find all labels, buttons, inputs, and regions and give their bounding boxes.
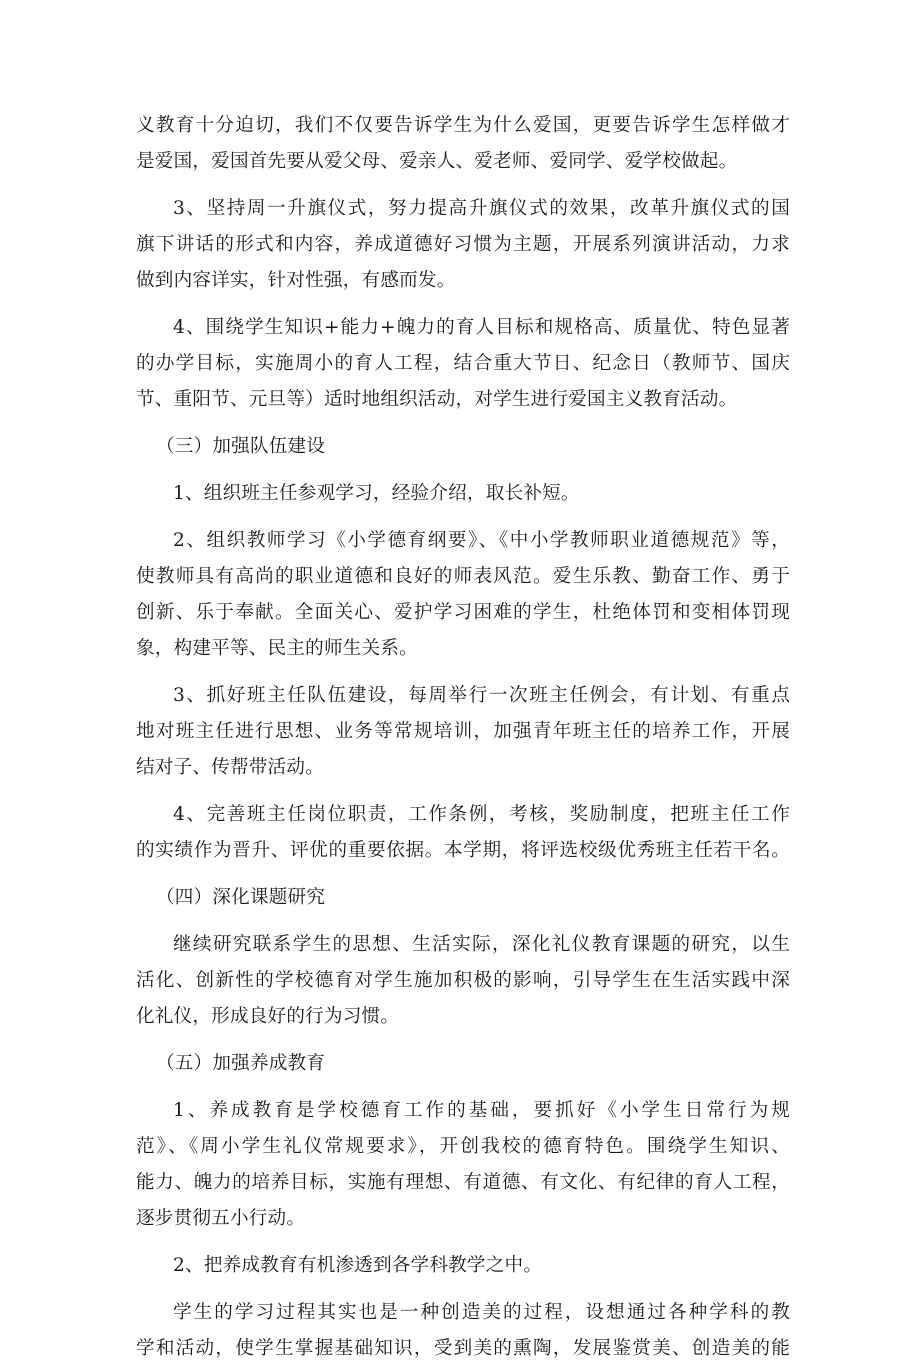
text-line: 逐步贯彻五小行动。 <box>136 1208 306 1229</box>
text-line: 继续研究联系学生的思想、生活实际，深化礼仪教育课题的研究，以生 <box>173 934 790 955</box>
paragraph-gap <box>136 667 790 678</box>
paragraph-gap <box>136 1284 790 1295</box>
text-line: 义教育十分迫切，我们不仅要告诉学生为什么爱国，更要告诉学生怎样做才 <box>136 115 790 136</box>
paragraph-gap <box>136 418 790 429</box>
document-body <box>136 108 790 1367</box>
text-line: 做到内容详实，针对性强，有感而发。 <box>136 270 456 291</box>
section-heading: （四）深化课题研究 <box>156 887 326 908</box>
text-line: 能力、魄力的培养目标，实施有理想、有道德、有文化、有纪律的育人工程， <box>136 1172 790 1193</box>
paragraph-gap <box>136 180 790 191</box>
text-line: 创新、乐于奉献。全面关心、爱护学习困难的学生，杜绝体罚和变相体罚现 <box>136 602 790 623</box>
paragraph-gap <box>136 1035 790 1046</box>
paragraph-gap <box>136 465 790 476</box>
text-line: 1、养成教育是学校德育工作的基础，要抓好《小学生日常行为规 <box>173 1100 790 1121</box>
text-line: 3、坚持周一升旗仪式，努力提高升旗仪式的效果，改革升旗仪式的国 <box>173 198 790 219</box>
text-line: 2、把养成教育有机渗透到各学科教学之中。 <box>173 1255 543 1276</box>
text-line: 范》、《周小学生礼仪常规要求》，开创我校的德育特色。围绕学生知识、 <box>136 1136 790 1157</box>
section-heading: （三）加强队伍建设 <box>156 436 326 457</box>
text-line: 的办学目标，实施周小的育人工程，结合重大节日、纪念日（教师节、国庆 <box>136 353 790 374</box>
text-line: 2、组织教师学习《小学德育纲要》、《中小学教师职业道德规范》等， <box>173 530 790 551</box>
paragraph-gap <box>136 1237 790 1248</box>
paragraph-gap <box>136 869 790 880</box>
text-line: 学生的学习过程其实也是一种创造美的过程，设想通过各种学科的教 <box>173 1302 790 1323</box>
text-line: 化礼仪，形成良好的行为习惯。 <box>136 1006 400 1027</box>
paragraph-gap <box>136 916 790 927</box>
section-heading: （五）加强养成教育 <box>156 1053 326 1074</box>
text-line: 使教师具有高尚的职业道德和良好的师表风范。爱生乐教、勤奋工作、勇于 <box>136 566 790 587</box>
text-line: 学和活动，使学生掌握基础知识，受到美的熏陶，发展鉴赏美、创造美的能 <box>136 1338 790 1359</box>
text-line: 节、重阳节、元旦等）适时地组织活动，对学生进行爱国主义教育活动。 <box>136 389 738 410</box>
paragraph-gap <box>136 786 790 797</box>
paragraph-gap <box>136 1082 790 1093</box>
text-line: 旗下讲话的形式和内容，养成道德好习惯为主题，开展系列演讲活动，力求 <box>136 234 790 255</box>
text-line: 1、组织班主任参观学习，经验介绍，取长补短。 <box>173 483 580 504</box>
paragraph-gap <box>136 299 790 310</box>
text-line: 是爱国，爱国首先要从爱父母、爱亲人、爱老师、爱同学、爱学校做起。 <box>136 151 738 172</box>
text-line: 的实绩作为晋升、评优的重要依据。本学期，将评选校级优秀班主任若干名。 <box>136 840 790 861</box>
text-line: 地对班主任进行思想、业务等常规培训，加强青年班主任的培养工作，开展 <box>136 721 790 742</box>
text-line: 象，构建平等、民主的师生关系。 <box>136 638 418 659</box>
paragraph-gap <box>136 512 790 523</box>
text-line: 4、围绕学生知识+能力+魄力的育人目标和规格高、质量优、特色显著 <box>173 317 790 338</box>
text-line: 3、抓好班主任队伍建设，每周举行一次班主任例会，有计划、有重点 <box>173 685 790 706</box>
text-line: 结对子、传帮带活动。 <box>136 757 324 778</box>
text-line: 活化、创新性的学校德育对学生施加积极的影响，引导学生在生活实践中深 <box>136 970 790 991</box>
text-line: 4、完善班主任岗位职责，工作条例，考核，奖励制度，把班主任工作 <box>173 804 790 825</box>
